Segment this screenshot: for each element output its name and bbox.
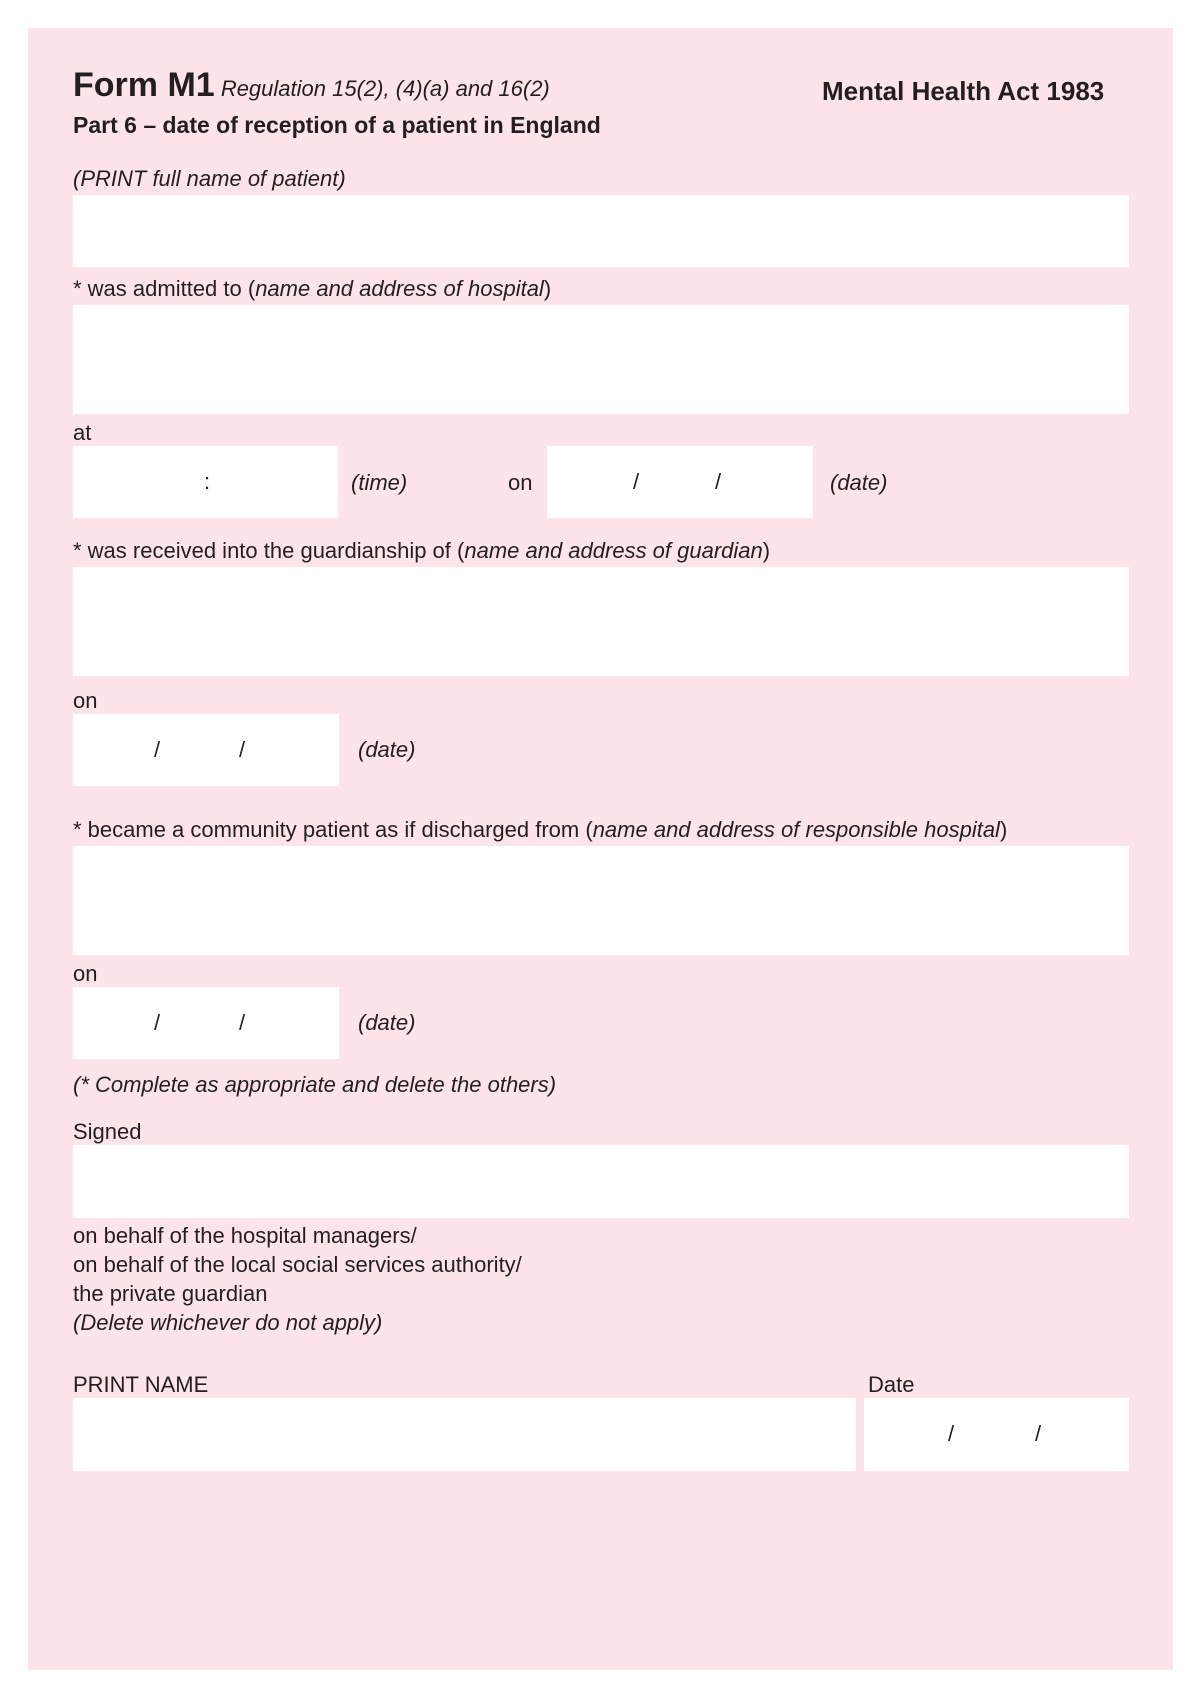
time-label: (time) <box>351 470 408 495</box>
admission-date-field[interactable] <box>547 446 813 518</box>
behalf-line-4: (Delete whichever do not apply) <box>73 1310 383 1335</box>
guardianship-date-label: (date) <box>358 737 416 762</box>
community-label <box>73 819 1007 841</box>
footer-date-label: Date <box>868 1372 915 1397</box>
date-separator: / <box>1035 1421 1042 1446</box>
time-separator: : <box>204 469 211 494</box>
date-separator: / <box>948 1421 955 1446</box>
patient-name-label: (PRINT full name of patient) <box>73 166 346 191</box>
hospital-label <box>73 278 551 300</box>
signed-label: Signed <box>73 1119 142 1144</box>
signature-field[interactable] <box>73 1145 1129 1218</box>
date-separator: / <box>154 737 161 762</box>
guardian-field[interactable] <box>73 567 1129 676</box>
patient-name-field[interactable] <box>73 195 1129 267</box>
guardianship-label <box>73 540 770 562</box>
hospital-field[interactable] <box>73 305 1129 414</box>
community-label-prefix: * became a community patient as if discharged from ( <box>73 817 593 842</box>
date-separator: / <box>154 1010 161 1035</box>
date-separator: / <box>239 737 246 762</box>
part-title: Part 6 – date of reception of a patient in England <box>73 112 601 138</box>
community-date-field[interactable] <box>73 987 339 1059</box>
date-separator: / <box>239 1010 246 1035</box>
completion-note: (* Complete as appropriate and delete the others) <box>73 1072 557 1097</box>
community-on-label: on <box>73 961 98 986</box>
act-title: Mental Health Act 1983 <box>822 76 1105 106</box>
date-separator: / <box>633 469 640 494</box>
regulation-text: Regulation 15(2), (4)(a) and 16(2) <box>220 76 550 101</box>
guardianship-label-suffix: ) <box>762 538 771 563</box>
admission-time-field[interactable] <box>73 446 338 518</box>
at-label: at <box>73 420 92 445</box>
guardianship-on-label: on <box>73 688 98 713</box>
print-name-field[interactable] <box>73 1398 856 1471</box>
hospital-label-suffix: ) <box>543 276 552 301</box>
footer-date-field[interactable] <box>864 1398 1129 1471</box>
hospital-label-italic: name and address of hospital <box>255 276 544 301</box>
hospital-label-prefix: * was admitted to ( <box>73 276 256 301</box>
behalf-line-3: the private guardian <box>73 1281 268 1306</box>
community-date-label: (date) <box>358 1010 416 1035</box>
community-label-suffix: ) <box>999 817 1008 842</box>
guardianship-label-italic: name and address of guardian <box>464 538 763 563</box>
guardianship-label-prefix: * was received into the guardianship of ( <box>73 538 465 563</box>
admission-on-label: on <box>508 470 533 495</box>
date-separator: / <box>715 469 722 494</box>
behalf-line-1: on behalf of the hospital managers/ <box>73 1223 417 1248</box>
community-label-italic: name and address of responsible hospital <box>592 817 1000 842</box>
behalf-line-2: on behalf of the local social services authority/ <box>73 1252 522 1277</box>
form-sheet <box>28 28 1173 1670</box>
form-title: Form M1 <box>73 66 215 104</box>
responsible-hospital-field[interactable] <box>73 846 1129 955</box>
admission-date-label: (date) <box>830 470 888 495</box>
print-name-label: PRINT NAME <box>73 1372 209 1397</box>
guardianship-date-field[interactable] <box>73 714 339 786</box>
form-title-row <box>73 68 550 102</box>
